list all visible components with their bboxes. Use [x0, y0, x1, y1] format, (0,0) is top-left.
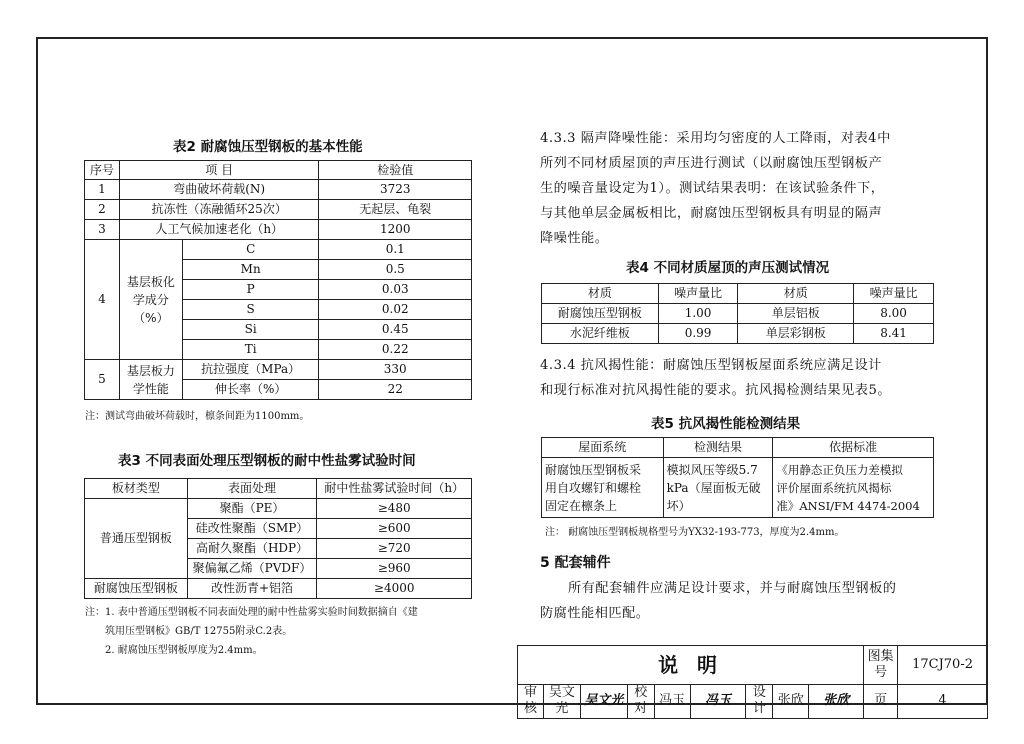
- table3-notes: [85, 603, 475, 660]
- cell-value: 0.22: [319, 340, 472, 360]
- cell: 8.41: [854, 324, 934, 344]
- header-cell: 材质: [738, 284, 854, 304]
- cell-treat: 硅改性聚酯（SMP）: [187, 519, 317, 539]
- para-line: 生的噪音量设定为1）。测试结果表明：在该试验条件下，: [540, 181, 885, 196]
- cell-group: 耐腐蚀压型钢板: [85, 579, 188, 599]
- section-4-3-4: [540, 353, 950, 403]
- checker-name: 冯玉: [654, 685, 690, 719]
- table3-header-row: [85, 479, 472, 499]
- header-cell: 噪声量比: [854, 284, 934, 304]
- table-row: [85, 499, 472, 519]
- header-cell: 材质: [542, 284, 659, 304]
- para-line: 所列不同材质屋顶的声压进行测试（以耐腐蚀压型钢板产: [540, 156, 883, 171]
- cell-no: 3: [85, 220, 120, 240]
- cell-sub: 抗拉强度（MPa）: [182, 360, 319, 380]
- header-cell: 检验值: [319, 161, 472, 180]
- cell-item: 抗冻性（冻融循环25次）: [119, 200, 319, 220]
- cell: 8.00: [854, 304, 934, 324]
- cell-line: 模拟风压等级5.7: [666, 462, 758, 477]
- table5-header-row: [542, 438, 934, 458]
- note-line: 筑用压型钢板》GB/T 12755附录C.2表。: [105, 626, 293, 637]
- table3: [84, 478, 472, 599]
- signature-row: [518, 685, 988, 719]
- note-line: 2. 耐腐蚀压型钢板厚度为2.4mm。: [105, 645, 263, 656]
- cell-value: 0.45: [319, 320, 472, 340]
- table5-note: 注： 耐腐蚀压型钢板规格型号为YX32-193-773，厚度为2.4mm。: [545, 527, 845, 538]
- page-label: 页: [864, 685, 898, 719]
- table2-title: 表2 耐腐蚀压型钢板的基本性能: [173, 139, 363, 155]
- cell: 水泥纤维板: [542, 324, 659, 344]
- header-cell: 检测结果: [663, 438, 773, 458]
- cell-sub: 伸长率（%）: [182, 380, 319, 400]
- table-row: [542, 324, 934, 344]
- table-row: [85, 180, 472, 200]
- cell-group: 基层板力学性能: [119, 360, 182, 400]
- cell-sub: Si: [182, 320, 319, 340]
- reviewer-signature: 吴文光: [580, 685, 627, 719]
- page-number: 4: [898, 685, 988, 719]
- header-cell: 屋面系统: [542, 438, 664, 458]
- para-line: 所有配套辅件应满足设计要求，并与耐腐蚀压型钢板的: [568, 581, 897, 596]
- cell-time: ≥480: [317, 499, 472, 519]
- cell-group: 基层板化学成分（%）: [119, 240, 182, 360]
- table-row: [85, 579, 472, 599]
- para-line: 和现行标准对抗风揭性能的要求。抗风揭检测结果见表5。: [540, 383, 892, 398]
- para-line: 与其他单层金属板相比，耐腐蚀压型钢板具有明显的隔声: [540, 206, 883, 221]
- para-line: 4.3.3 隔声降噪性能：采用均匀密度的人工降雨，对表4中: [540, 131, 891, 146]
- cell-standard: [773, 458, 934, 518]
- cell-value: 22: [319, 380, 472, 400]
- reviewer-name: 吴文光: [543, 685, 580, 719]
- cell-no: 1: [85, 180, 120, 200]
- review-label: 审核: [518, 685, 544, 719]
- cell: 单层彩钢板: [738, 324, 854, 344]
- table-row: [85, 220, 472, 240]
- section-4-3-3: [540, 126, 950, 251]
- table5-title: 表5 抗风揭性能检测结果: [651, 416, 801, 432]
- cell-line: 用自攻螺钉和螺栓: [545, 480, 642, 495]
- cell-system: [542, 458, 664, 518]
- table-row: [85, 200, 472, 220]
- cell-result: [663, 458, 773, 518]
- cell-value: 无起层、龟裂: [319, 200, 472, 220]
- cell-no: 4: [85, 240, 120, 360]
- cell-line: 耐腐蚀压型钢板采: [545, 462, 642, 477]
- table-row: [542, 458, 934, 518]
- header-cell: 耐中性盐雾试验时间（h）: [317, 479, 472, 499]
- designer-name: 张欣: [773, 685, 809, 719]
- cell-sub: S: [182, 300, 319, 320]
- cell-line: 评价屋面系统抗风揭标: [776, 480, 892, 495]
- cell: 1.00: [658, 304, 738, 324]
- cell-no: 5: [85, 360, 120, 400]
- para-line: 4.3.4 抗风揭性能：耐腐蚀压型钢板屋面系统应满足设计: [540, 358, 882, 373]
- header-cell: 依据标准: [773, 438, 934, 458]
- section-5-title: 5 配套辅件: [540, 555, 611, 571]
- cell-sub: P: [182, 280, 319, 300]
- cell-sub: Ti: [182, 340, 319, 360]
- table-row: [85, 240, 472, 260]
- table2-header-row: [85, 161, 472, 180]
- para-line: 防腐性能相匹配。: [540, 606, 650, 621]
- header-cell: 表面处理: [187, 479, 317, 499]
- atlas-label: 图集号: [864, 646, 898, 685]
- cell-item: 弯曲破坏荷载(N): [119, 180, 319, 200]
- header-cell: 板材类型: [85, 479, 188, 499]
- cell-value: 330: [319, 360, 472, 380]
- cell-group: 普通压型钢板: [85, 499, 188, 579]
- cell-value: 0.02: [319, 300, 472, 320]
- cell-time: ≥960: [317, 559, 472, 579]
- cell-value: 0.03: [319, 280, 472, 300]
- cell-value: 0.5: [319, 260, 472, 280]
- note-line: 注：1. 表中普通压型钢板不同表面处理的耐中性盐雾实验时间数据摘自《建: [85, 607, 418, 618]
- cell-item: 人工气候加速老化（h）: [119, 220, 319, 240]
- table3-title: 表3 不同表面处理压型钢板的耐中性盐雾试验时间: [118, 453, 416, 469]
- cell-time: ≥720: [317, 539, 472, 559]
- cell-time: ≥600: [317, 519, 472, 539]
- header-cell: 序号: [85, 161, 120, 180]
- cell-no: 2: [85, 200, 120, 220]
- table-row: [542, 304, 934, 324]
- section-5-body: [540, 576, 950, 626]
- cell-sub: Mn: [182, 260, 319, 280]
- cell-line: 准》ANSI/FM 4474-2004: [776, 498, 920, 513]
- cell: 耐腐蚀压型钢板: [542, 304, 659, 324]
- table-row: [85, 360, 472, 380]
- cell: 单层铝板: [738, 304, 854, 324]
- cell-line: 《用静态正负压力差模拟: [776, 462, 903, 477]
- cell-sub: C: [182, 240, 319, 260]
- title-block: [517, 645, 988, 719]
- cell-treat: 改性沥青+铝箔: [187, 579, 317, 599]
- drawing-title: 说 明: [518, 646, 864, 685]
- designer-signature: 张欣: [809, 685, 864, 719]
- cell-value: 1200: [319, 220, 472, 240]
- title-row: [518, 646, 988, 685]
- cell-line: kPa（屋面板无破: [666, 480, 761, 495]
- cell-treat: 高耐久聚酯（HDP）: [187, 539, 317, 559]
- table2: [84, 160, 472, 400]
- check-label: 校对: [627, 685, 654, 719]
- cell-value: 3723: [319, 180, 472, 200]
- design-label: 设计: [746, 685, 773, 719]
- table5: [541, 437, 934, 518]
- table2-note: 注：测试弯曲破坏荷载时，檩条间距为1100mm。: [85, 411, 310, 422]
- cell-value: 0.1: [319, 240, 472, 260]
- table4: [541, 283, 934, 344]
- cell-line: 固定在檩条上: [545, 498, 618, 513]
- atlas-number: 17CJ70-2: [898, 646, 988, 685]
- header-cell: 噪声量比: [658, 284, 738, 304]
- cell-treat: 聚偏氟乙烯（PVDF）: [187, 559, 317, 579]
- table4-title: 表4 不同材质屋顶的声压测试情况: [626, 260, 830, 276]
- header-cell: 项 目: [119, 161, 319, 180]
- cell-line: 坏）: [666, 498, 691, 513]
- cell-treat: 聚酯（PE）: [187, 499, 317, 519]
- para-line: 降噪性能。: [540, 231, 609, 246]
- cell: 0.99: [658, 324, 738, 344]
- table4-header-row: [542, 284, 934, 304]
- cell-time: ≥4000: [317, 579, 472, 599]
- checker-signature: 冯玉: [690, 685, 746, 719]
